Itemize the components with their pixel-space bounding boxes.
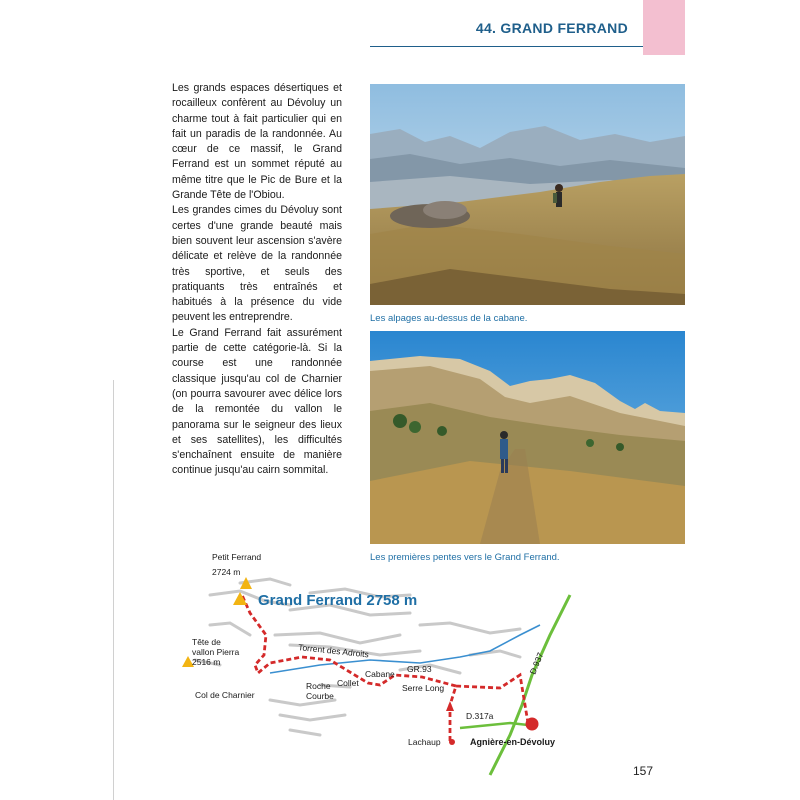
label-petit-ferrand-name: Petit Ferrand	[212, 552, 262, 562]
label-petit-ferrand-altitude: 2724 m	[212, 567, 241, 577]
photo-caption-2: Les premières pentes vers le Grand Ferrand.	[370, 552, 560, 563]
paragraph-3: Le Grand Ferrand fait assurément partie de cette catégorie-là. Si la course est une randonnée classique jusqu'au col de Charnier (on pourra savourer avec délice lors de la remontée du vallon le panorama sur le seigneur des lieux et ses satellites), les difficultés s'enchaînent ensuite de manière continue jusqu'au cairn sommital.	[172, 326, 342, 477]
label-grand-ferrand: Grand Ferrand 2758 m	[258, 592, 418, 609]
photo-caption-1: Les alpages au-dessus de la cabane.	[370, 313, 528, 324]
body-text	[172, 81, 342, 479]
label-gr93: GR.93	[407, 664, 432, 674]
label-collet: Collet	[337, 678, 359, 688]
route-arrow-icon	[446, 701, 454, 711]
lachaup-town-icon	[449, 739, 455, 745]
label-lachaup: Lachaup	[408, 737, 441, 747]
photo-alpine-meadow	[370, 84, 685, 305]
label-tete-line2: vallon Pierra	[192, 647, 240, 657]
label-courbe: Courbe	[306, 691, 334, 701]
label-d937: D.937	[527, 650, 546, 676]
header-rule	[370, 46, 643, 47]
paragraph-2: Les grandes cimes du Dévoluy sont certes d'une grande beauté mais bien souvent leur ascension s'avère délicate et relève de la randonnée très sportive, et seuls des pratiquants très entraînés et habitués à la présence du vide peuvent les entreprendre.	[172, 204, 342, 324]
label-agniere: Agnière-en-Dévoluy	[470, 737, 556, 747]
page-number: 157	[632, 764, 653, 778]
photo-trail	[370, 331, 685, 544]
page-fold-line	[113, 380, 114, 800]
page-title: 44. GRAND FERRAND	[475, 20, 628, 36]
label-col-charnier: Col de Charnier	[195, 690, 255, 700]
label-roche: Roche	[306, 681, 331, 691]
road-d937	[490, 595, 570, 775]
agniere-town-icon	[526, 718, 539, 731]
label-torrent: Torrent des Adroits	[297, 642, 370, 660]
section-tab-marker	[643, 0, 685, 55]
label-d317a: D.317a	[466, 711, 494, 721]
label-serre-long: Serre Long	[402, 683, 445, 693]
label-cabane: Cabane	[365, 669, 395, 679]
label-tete-line1: Tête de	[192, 637, 221, 647]
road-d317a	[460, 723, 528, 728]
paragraph-1: Les grands espaces désertiques et rocailleux confèrent au Dévoluy un charme tout à fait particulier qui en fait un paradis de la randonnée. Au cœur de ce massif, le Grand Ferrand est un sommet réputé au même titre que le Pic de Bure et la Grande Tête de l'Obiou.	[172, 82, 342, 202]
label-tete-altitude: 2516 m	[192, 657, 221, 667]
